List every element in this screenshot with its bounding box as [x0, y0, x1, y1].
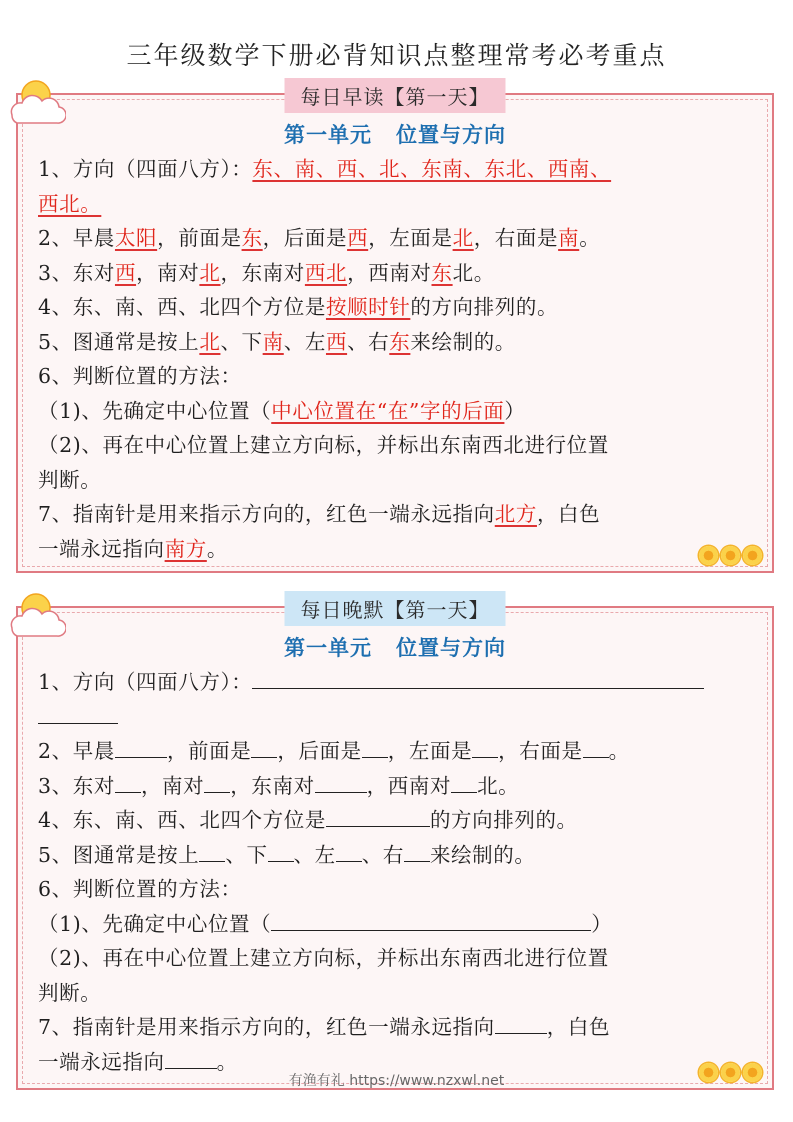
flower-icon: [721, 546, 740, 565]
answer-blank[interactable]: [404, 839, 430, 862]
watermark: 有渔有礼 https://www.nzxwl.net: [288, 1073, 505, 1089]
list-item: 6、判断位置的方法：: [38, 877, 242, 901]
unit-title: [18, 632, 772, 662]
answer-text: 北方: [494, 502, 537, 526]
unit-topic: 位置与方向: [396, 122, 506, 147]
answer-text: 北: [199, 260, 221, 285]
answer-blank[interactable]: [451, 770, 477, 793]
answer-blank[interactable]: [326, 804, 430, 827]
list-item: 一端永远指向 。: [38, 1045, 758, 1080]
answer-text: 按顺时针: [325, 295, 411, 319]
cloud-sun-icon: [6, 588, 66, 638]
answer-text: 西: [114, 260, 137, 285]
answer-blank[interactable]: [115, 735, 167, 758]
flower-icon: [743, 546, 762, 565]
answer-text: 南: [262, 329, 284, 354]
answer-blank[interactable]: [204, 770, 230, 793]
list-item: 判断。: [38, 467, 102, 492]
list-item: 4、东、南、西、北四个方位是按顺时针的方向排列的。: [38, 295, 559, 319]
list-item: （2)、再在中心位置上建立方向标，并标出东南西北进行位置: [38, 433, 609, 457]
list-item: （1)、先确定中心位置（中心位置在“在”字的后面）: [38, 398, 526, 423]
daily-tag: 每日早读【第一天】: [285, 78, 506, 113]
list-item: 2、早晨 ，前面是 ，后面是 ，左面是 ，右面是 。: [38, 734, 758, 769]
answer-text: 北: [452, 226, 474, 250]
answer-blank[interactable]: [38, 701, 118, 724]
daily-tag: 每日晚默【第一天】: [285, 591, 506, 626]
list-item: 2、早晨太阳，前面是东，后面是西，左面是北，右面是南。: [38, 226, 601, 250]
cloud-sun-icon: [6, 75, 66, 125]
answer-text: 西北。: [38, 191, 102, 216]
answer-text: 西: [347, 226, 369, 250]
list-item: 5、图通常是按上北、下南、左西、右东来绘制的。: [38, 329, 516, 354]
list-item: 5、图通常是按上 、下 、左 、右 来绘制的。: [38, 838, 758, 873]
answer-text: 东、南、西、北、东南、东北、西南、: [252, 157, 612, 181]
answer-text: 东: [389, 329, 411, 354]
flower-icon: [699, 546, 718, 565]
answer-blank[interactable]: [583, 735, 609, 758]
list-item: （1)、先确定中心位置（ ）: [38, 907, 758, 942]
answer-text: 太阳: [114, 226, 158, 250]
knowledge-list: [38, 152, 758, 566]
answer-blank[interactable]: [336, 839, 362, 862]
list-item: 1、方向（四面八方）：: [38, 665, 758, 700]
list-item: [38, 700, 758, 735]
answer-blank[interactable]: [271, 908, 591, 931]
flower-decoration: [699, 546, 762, 565]
answer-text: 东: [241, 226, 263, 250]
list-item: 6、判断位置的方法：: [38, 364, 242, 388]
unit-label: 第一单元: [284, 635, 372, 660]
answer-text: 南方: [164, 536, 207, 561]
unit-title: [18, 119, 772, 149]
evening-dictation-card: [16, 598, 774, 1090]
list-item: 一端永远指向南方。: [38, 536, 228, 561]
list-item: （2)、再在中心位置上建立方向标，并标出东南西北进行位置: [38, 946, 609, 970]
answer-blank[interactable]: [251, 735, 277, 758]
unit-topic: 位置与方向: [396, 635, 506, 660]
answer-text: 南: [558, 226, 580, 250]
answer-text: 北: [199, 329, 221, 354]
dictation-list: [38, 665, 758, 1079]
morning-reading-card: [16, 85, 774, 573]
list-item: 判断。: [38, 980, 102, 1005]
list-item: [38, 187, 758, 222]
unit-label: 第一单元: [284, 122, 372, 147]
answer-text: 西北: [304, 260, 348, 285]
answer-blank[interactable]: [495, 1011, 547, 1034]
list-item: 4、东、南、西、北四个方位是 的方向排列的。: [38, 803, 758, 838]
answer-blank[interactable]: [315, 770, 367, 793]
answer-blank[interactable]: [472, 735, 498, 758]
list-item: 3、东对 ，南对 ，东南对 ，西南对 北。: [38, 769, 758, 804]
answer-text: 西: [325, 329, 348, 354]
page-title: 三年级数学下册必背知识点整理常考必考重点: [126, 41, 667, 70]
answer-text: 中心位置在“在”字的后面: [271, 398, 505, 423]
answer-blank[interactable]: [252, 666, 704, 689]
list-item: 7、指南针是用来指示方向的，红色一端永远指向 ，白色: [38, 1010, 758, 1045]
answer-blank[interactable]: [268, 839, 294, 862]
list-item: 7、指南针是用来指示方向的，红色一端永远指向北方，白色: [38, 502, 601, 526]
answer-blank[interactable]: [199, 839, 225, 862]
list-item: 1、方向（四面八方）：东、南、西、北、东南、东北、西南、: [38, 157, 612, 181]
answer-text: 东: [431, 260, 453, 285]
list-item: 3、东对西，南对北，东南对西北，西南对东北。: [38, 260, 495, 285]
answer-blank[interactable]: [165, 1046, 217, 1069]
answer-blank[interactable]: [115, 770, 141, 793]
answer-blank[interactable]: [362, 735, 388, 758]
